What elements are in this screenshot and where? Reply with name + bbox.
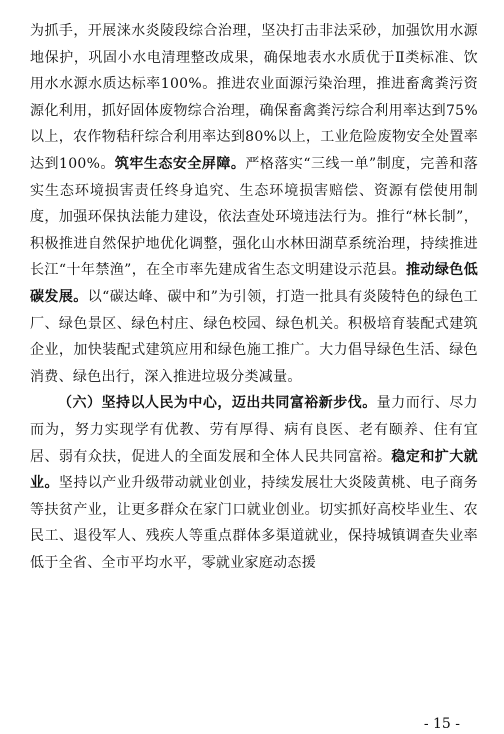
bold-subheading: 筑牢生态安全屏障。 bbox=[114, 155, 246, 172]
paragraph-people bbox=[30, 390, 478, 576]
paragraph-text: 严格落实“三线一单”制度，完善和落实生态环境损害责任终身追究、生态环境损害赔偿、资源有偿使用制度，加强环保执法能力建设，依法查处环境违法行为。推行“林长制”，积极推进自然保护地优化调整，强化山水林田湖草系统治理，持续推进长江“十年禁渔”，在全市率先建成省生态文明建设示范县。 bbox=[30, 155, 478, 279]
paragraph-text: 以“碳达峰、碳中和”为引领，打造一批具有炎陵特色的绿色工厂、绿色景区、绿色村庄、绿色校园、绿色机关。积极培育装配式建筑企业，加快装配式建筑应用和绿色施工推广。大力倡导绿色生活、绿色消费、绿色出行，深入推进垃圾分类减量。 bbox=[30, 288, 478, 385]
section-heading: （六）坚持以人民为中心，迈出共同富裕新步伐。 bbox=[58, 395, 377, 412]
body-text bbox=[30, 18, 478, 576]
paragraph-text: 坚持以产业升级带动就业创业，持续发展壮大炎陵黄桃、电子商务等扶贫产业，让更多群众在家门口就业创业。切实抓好高校毕业生、农民工、退役军人、残疾人等重点群体多渠道就业，保持城镇调查失业率低于全省、全市平均水平，零就业家庭动态援 bbox=[30, 475, 478, 571]
bold-subheading: 推动绿色低碳发展。 bbox=[30, 262, 478, 305]
paragraph-ecology bbox=[30, 18, 478, 390]
paragraph-text: 量力而行、尽力而为，努力实现学有优教、劳有厚得、病有良医、老有颐养、住有宜居、弱有众扶，促进人的全面发展和全体人民共同富裕。 bbox=[30, 395, 478, 465]
paragraph-text: 为抓手，开展涞水炎陵段综合治理，坚决打击非法采砂，加强饮用水源地保护，巩固小水电清理整改成果，确保地表水水质优于Ⅱ类标准、饮用水水源水质达标率100%。推进农业面源污染治理，推进畜禽粪污资源化利用，抓好固体废物综合治理，确保畜禽粪污综合利用率达到75%以上，农作物秸秆综合利用率达到80%以上，工业危险废物安全处置率达到100%。 bbox=[30, 23, 478, 172]
bold-subheading: 稳定和扩大就业。 bbox=[30, 448, 478, 492]
page-number: - 15 - bbox=[423, 716, 460, 732]
